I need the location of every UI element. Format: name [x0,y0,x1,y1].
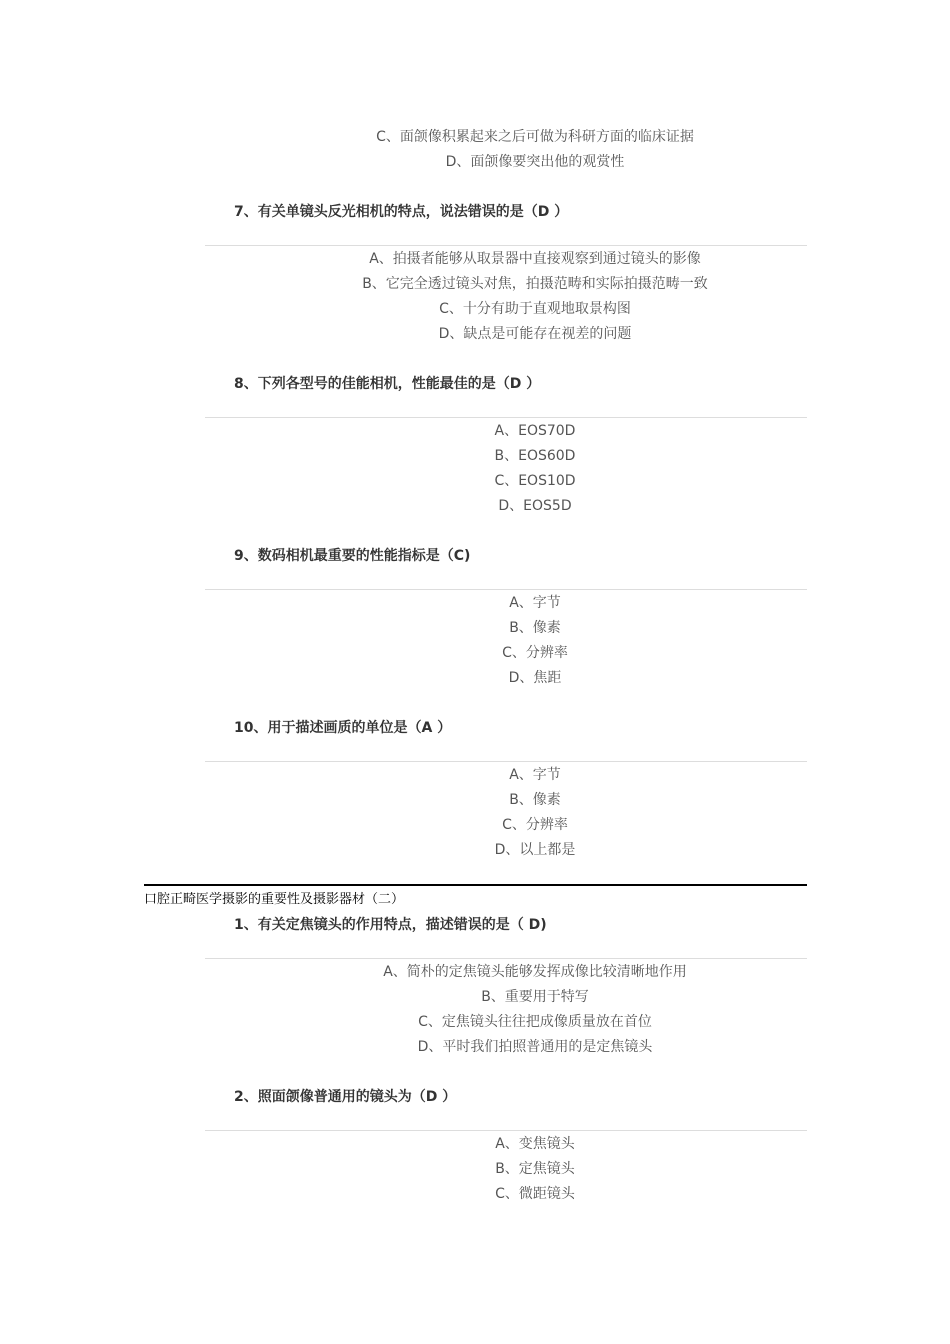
q9-option-a: A、字节 [509,595,561,611]
q7-option-d: D、缺点是可能存在视差的问题 [438,326,632,342]
q8-option-b: B、EOS60D [494,448,576,464]
section-title: 口腔正畸医学摄影的重要性及摄影器材（二） [144,892,405,907]
q6-option-d: D、面颌像要突出他的观赏性 [445,154,625,170]
q9-divider [205,589,807,590]
s2-q2-divider [205,1130,807,1131]
q10-option-d: D、以上都是 [494,842,576,858]
q8-divider [205,417,807,418]
q9-option-c: C、分辨率 [502,645,568,661]
s2-q1-option-b: B、重要用于特写 [481,989,589,1005]
q10-divider [205,761,807,762]
q10-option-c: C、分辨率 [502,817,568,833]
q8-option-c: C、EOS10D [494,473,576,489]
s2-q2-option-c: C、微距镜头 [495,1186,575,1202]
q8-option-a: A、EOS70D [494,423,576,439]
s2-q1-option-c: C、定焦镜头往往把成像质量放在首位 [418,1014,652,1030]
q10-question: 10、用于描述画质的单位是（A ） [234,720,452,736]
s2-q1-option-d: D、平时我们拍照普通用的是定焦镜头 [417,1039,653,1055]
q7-divider [205,245,807,246]
q7-option-a: A、拍摄者能够从取景器中直接观察到通过镜头的影像 [369,251,701,267]
s2-q1-divider [205,958,807,959]
q10-option-b: B、像素 [509,792,561,808]
s2-q1-question: 1、有关定焦镜头的作用特点，描述错误的是（ D) [234,917,547,933]
q10-option-a: A、字节 [509,767,561,783]
q6-option-c: C、面颌像积累起来之后可做为科研方面的临床证据 [376,129,694,145]
q7-option-b: B、它完全透过镜头对焦，拍摄范畴和实际拍摄范畴一致 [362,276,708,292]
s2-q1-option-a: A、简朴的定焦镜头能够发挥成像比较清晰地作用 [383,964,687,980]
s2-q2-option-b: B、定焦镜头 [495,1161,575,1177]
q8-question: 8、下列各型号的佳能相机，性能最佳的是（D ） [234,376,541,392]
q8-option-d: D、EOS5D [498,498,572,514]
q7-question: 7、有关单镜头反光相机的特点，说法错误的是（D ） [234,204,569,220]
q7-option-c: C、十分有助于直观地取景构图 [439,301,631,317]
q9-option-b: B、像素 [509,620,561,636]
q9-option-d: D、焦距 [508,670,562,686]
s2-q2-option-a: A、变焦镜头 [495,1136,575,1152]
section-separator [144,884,807,886]
s2-q2-question: 2、照面颌像普通用的镜头为（D ） [234,1089,457,1105]
q9-question: 9、数码相机最重要的性能指标是（C) [234,548,471,564]
